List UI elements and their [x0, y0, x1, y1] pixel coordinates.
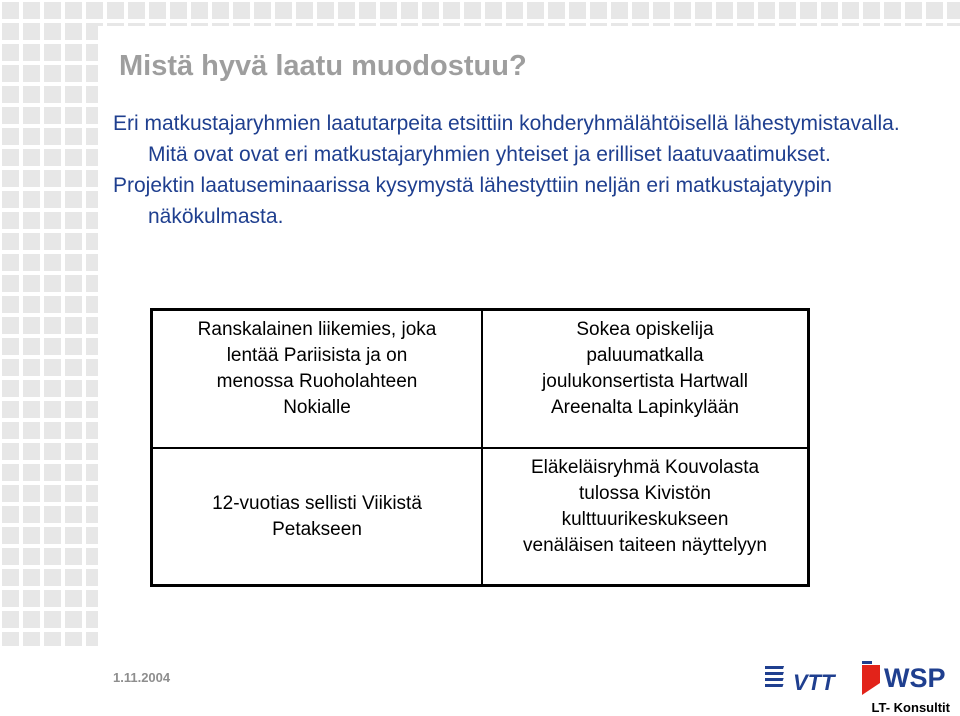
bullet-item: Eri matkustajaryhmien laatutarpeita etsittiin kohderyhmälähtöisellä lähestymistavalla. Mitä ovat ovat eri matkustajaryhmien yhteiset ja erilliset laatuvaatimukset.	[113, 112, 900, 166]
persona-cell-young-cellist	[153, 449, 483, 584]
wsp-logo-text: WSP	[884, 663, 946, 693]
bullet-list	[113, 108, 943, 232]
slide-title: Mistä hyvä laatu muodostuu?	[119, 50, 527, 82]
persona-text: Eläkeläisryhmä Kouvolasta tulossa Kivistön kulttuurikeskukseen venäläisen taiteen näyttelyyn	[523, 457, 767, 556]
persona-cell-blind-student	[483, 311, 807, 449]
bullet-item: Projektin laatuseminaarissa kysymystä lähestyttiin neljän eri matkustajatyypin näkökulmasta.	[113, 174, 832, 228]
persona-cell-pensioner-group	[483, 449, 807, 584]
persona-text: Sokea opiskelija paluumatkalla joulukonsertista Hartwall Areenalta Lapinkylään	[542, 319, 748, 418]
footer-brand: LT- Konsultit	[871, 700, 950, 715]
vtt-logo-text: VTT	[793, 670, 835, 695]
vtt-logo	[765, 658, 845, 698]
persona-cell-business-traveller	[153, 311, 483, 449]
persona-text: Ranskalainen liikemies, joka lentää Pariisista ja on menossa Ruoholahteen Nokialle	[197, 319, 437, 418]
persona-text: 12-vuotias sellisti Viikistä Petakseen	[212, 492, 422, 540]
persona-grid	[150, 308, 810, 587]
footer-date: 1.11.2004	[113, 670, 171, 685]
wsp-logo	[860, 659, 958, 697]
